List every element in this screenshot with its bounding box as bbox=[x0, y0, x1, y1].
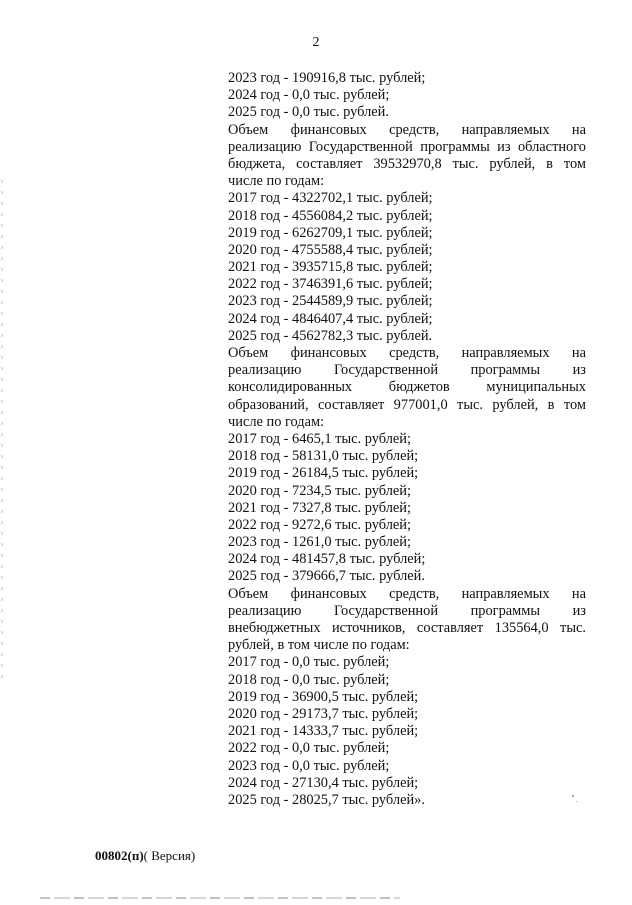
text-line: 2018 год - 4556084,2 тыс. рублей; bbox=[228, 207, 433, 224]
text-line: числе по годам: bbox=[228, 173, 325, 190]
paragraph-line: Объем финансовых средств, направляемых на bbox=[228, 121, 586, 138]
text-line: 2025 год - 28025,7 тыс. рублей». bbox=[228, 791, 425, 808]
text-line: 2020 год - 29173,7 тыс. рублей; bbox=[228, 705, 419, 722]
paragraph-line: консолидированных бюджетов муниципальных bbox=[228, 379, 586, 396]
text-line: 2017 год - 0,0 тыс. рублей; bbox=[228, 654, 390, 671]
text-line: 2017 год - 6465,1 тыс. рублей; bbox=[228, 430, 411, 447]
paragraph-line: реализацию Государственной программы из bbox=[228, 602, 586, 619]
text-line: 2017 год - 4322702,1 тыс. рублей; bbox=[228, 190, 433, 207]
document-body bbox=[228, 70, 586, 809]
text-line: 2023 год - 190916,8 тыс. рублей; bbox=[228, 70, 426, 86]
text-line: 2018 год - 0,0 тыс. рублей; bbox=[228, 671, 390, 688]
text-line: 2021 год - 14333,7 тыс. рублей; bbox=[228, 723, 419, 740]
text-line: 2025 год - 379666,7 тыс. рублей. bbox=[228, 568, 425, 585]
text-line: 2024 год - 0,0 тыс. рублей; bbox=[228, 87, 390, 104]
document-version: ( Версия) bbox=[143, 848, 196, 863]
text-line: 2021 год - 7327,8 тыс. рублей; bbox=[228, 499, 411, 516]
scan-speck bbox=[576, 801, 577, 802]
scan-artifact-left-edge bbox=[1, 180, 3, 680]
paragraph-line: образований, составляет 977001,0 тыс. рублей, в том bbox=[228, 396, 586, 413]
text-line: 2023 год - 2544589,9 тыс. рублей; bbox=[228, 293, 433, 310]
text-line: 2023 год - 0,0 тыс. рублей; bbox=[228, 757, 390, 774]
page-number: 2 bbox=[312, 35, 320, 50]
paragraph-line: Объем финансовых средств, направляемых на bbox=[228, 585, 586, 602]
text-line: 2022 год - 3746391,6 тыс. рублей; bbox=[228, 276, 433, 293]
scan-speck bbox=[572, 795, 574, 797]
text-line: 2021 год - 3935715,8 тыс. рублей; bbox=[228, 259, 433, 276]
paragraph-line: бюджета, составляет 39532970,8 тыс. рублей, в том bbox=[228, 155, 586, 172]
text-line: 2024 год - 481457,8 тыс. рублей; bbox=[228, 551, 426, 568]
text-line: 2020 год - 7234,5 тыс. рублей; bbox=[228, 482, 411, 499]
text-line: 2025 год - 0,0 тыс. рублей. bbox=[228, 104, 389, 121]
text-line: 2019 год - 36900,5 тыс. рублей; bbox=[228, 688, 419, 705]
text-line: 2022 год - 9272,6 тыс. рублей; bbox=[228, 516, 411, 533]
text-line: 2024 год - 4846407,4 тыс. рублей; bbox=[228, 310, 433, 327]
paragraph-line: реализацию Государственной программы из bbox=[228, 362, 586, 379]
text-line: 2019 год - 6262709,1 тыс. рублей; bbox=[228, 224, 433, 241]
document-footer bbox=[95, 848, 195, 864]
paragraph-line: реализацию Государственной программы из областного bbox=[228, 138, 586, 155]
scan-artifact-bottom-edge bbox=[40, 897, 400, 899]
text-line: 2023 год - 1261,0 тыс. рублей; bbox=[228, 534, 411, 551]
text-line: 2024 год - 27130,4 тыс. рублей; bbox=[228, 774, 419, 791]
text-line: числе по годам: bbox=[228, 413, 325, 430]
text-line: 2022 год - 0,0 тыс. рублей; bbox=[228, 740, 390, 757]
text-line: 2019 год - 26184,5 тыс. рублей; bbox=[228, 465, 419, 482]
document-code: 00802(п) bbox=[95, 848, 144, 863]
text-line: 2018 год - 58131,0 тыс. рублей; bbox=[228, 448, 419, 465]
text-line: 2020 год - 4755588,4 тыс. рублей; bbox=[228, 241, 433, 258]
paragraph-line: внебюджетных источников, составляет 135564,0 тыс. bbox=[228, 620, 586, 636]
paragraph-line: Объем финансовых средств, направляемых на bbox=[228, 345, 586, 361]
text-line: рублей, в том числе по годам: bbox=[228, 637, 410, 654]
text-line: 2025 год - 4562782,3 тыс. рублей. bbox=[228, 327, 433, 344]
